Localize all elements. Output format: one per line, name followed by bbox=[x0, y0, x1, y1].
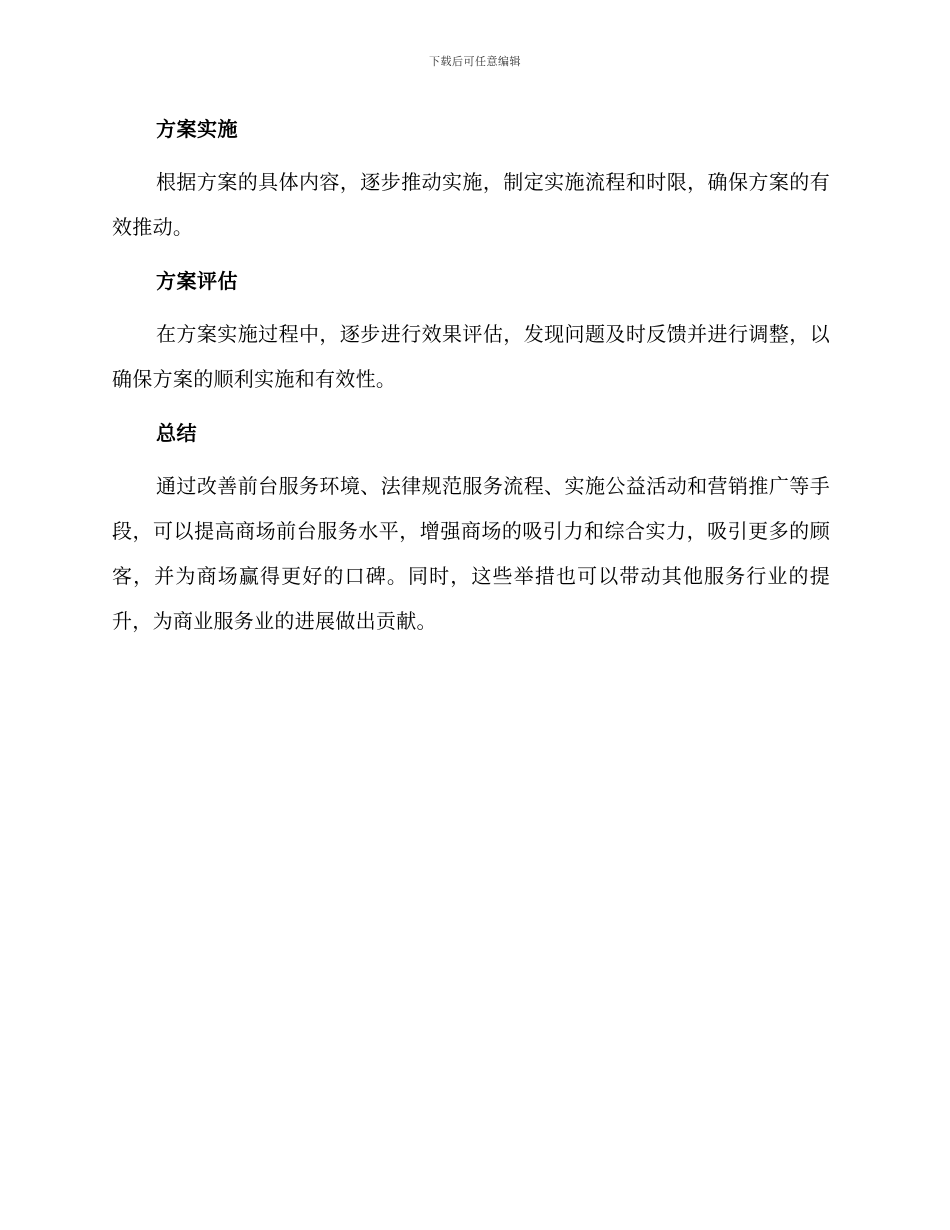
section-heading: 方案评估 bbox=[156, 269, 238, 293]
section-evaluation bbox=[112, 262, 830, 402]
section-implementation bbox=[112, 110, 830, 250]
section-paragraph: 在方案实施过程中，逐步进行效果评估，发现问题及时反馈并进行调整，以确保方案的顺利实施和有效性。 bbox=[112, 322, 830, 391]
document-body bbox=[112, 110, 830, 656]
section-summary bbox=[112, 414, 830, 644]
section-heading: 总结 bbox=[156, 421, 197, 445]
section-paragraph: 根据方案的具体内容，逐步推动实施，制定实施流程和时限，确保方案的有效推动。 bbox=[112, 170, 830, 239]
section-paragraph: 通过改善前台服务环境、法律规范服务流程、实施公益活动和营销推广等手段，可以提高商场前台服务水平，增强商场的吸引力和综合实力，吸引更多的顾客，并为商场赢得更好的口碑。同时，这些举措也可以带动其他服务行业的提升，为商业服务业的进展做出贡献。 bbox=[112, 474, 830, 633]
section-heading: 方案实施 bbox=[156, 117, 238, 141]
page-header-note: 下载后可任意编辑 bbox=[429, 55, 521, 68]
